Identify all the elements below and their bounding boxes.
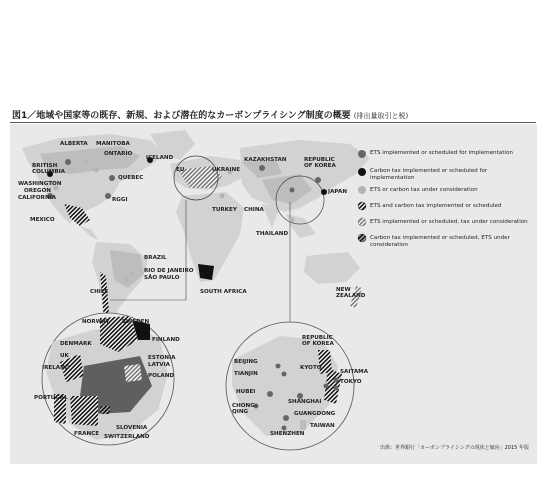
legend-consideration-label: ETS or carbon tax under consideration [370, 187, 478, 193]
label-brazil: BRAZIL [144, 255, 167, 261]
label-kazakhstan: KAZAKHSTAN [244, 157, 287, 163]
label-turkey: TURKEY [212, 207, 237, 213]
figure [0, 104, 546, 479]
legend-ets-tax-dot [358, 202, 366, 210]
title-text: 図1／地域や国家等の既存、新規、および潜在的なカーボンプライシング制度の概要 [12, 111, 351, 121]
legend-ets-taxcons-dot [358, 218, 366, 226]
label-taiwan: TAIWAN [310, 423, 335, 429]
label-japan: JAPAN [328, 189, 348, 195]
label-ireland: IRELAND [42, 365, 70, 371]
taiwan-inset-region [300, 420, 306, 430]
turkey-dot [220, 194, 225, 199]
legend-tax-etscons-dot [358, 234, 366, 242]
australia-landmass [304, 252, 360, 284]
label-tokyo: TOKYO [340, 379, 362, 385]
label-guangdong: GUANGDONG [294, 411, 336, 417]
label-denmark: DENMARK [60, 341, 92, 347]
label-republic-of-korea: REPUBLIC OF KOREA [304, 157, 336, 169]
label-mexico: MEXICO [30, 217, 55, 223]
label-hubei: HUBEI [236, 389, 256, 395]
label-estonia: ESTONIA [148, 355, 176, 361]
legend-ets-taxcons-label: ETS implemented or scheduled, tax under consideration [370, 219, 528, 225]
label-france: FRANCE [74, 431, 100, 437]
hubei-dot [267, 391, 273, 397]
legend-tax-etscons-label: Carbon tax implemented or scheduled, ETS under consideration [370, 235, 510, 248]
label-new-zealand: NEW ZEALAND [336, 287, 366, 299]
tianjin-dot [282, 372, 287, 377]
legend-ets-tax-label: ETS and carbon tax implemented or scheduled [370, 203, 502, 209]
label-rggi: RGGI [112, 197, 128, 203]
poland-region [124, 364, 142, 382]
label-poland: POLAND [148, 373, 175, 379]
label-california: CALIFORNIA [18, 195, 57, 201]
label-sweden: SWEDEN [122, 319, 150, 325]
manitoba-dot [84, 160, 89, 165]
label-finland: FINLAND [152, 337, 180, 343]
legend-tax-label: Carbon tax implemented or scheduled for implementation [370, 168, 488, 181]
label-kyoto: KYOTO [300, 365, 322, 371]
label-ukraine: UKRAINE [212, 167, 241, 173]
france-region [70, 396, 98, 426]
label-chile: CHILE [90, 289, 109, 295]
legend-consideration-dot [358, 186, 366, 194]
guangdong-dot [283, 415, 289, 421]
label-chongqing: CHONG-QING [232, 403, 258, 415]
label-eu: EU [176, 167, 185, 173]
japan-dot [321, 189, 327, 195]
korea-dot [315, 177, 321, 183]
china-dot [290, 188, 295, 193]
label-korea-inset: REPUBLIC OF KOREA [302, 335, 334, 347]
north-america-landmass [22, 134, 165, 224]
label-uk: UK [60, 353, 69, 359]
tokyo-dot [334, 386, 339, 391]
legend-ets-label: ETS implemented or scheduled for implementation [370, 150, 513, 156]
kazakhstan-dot [259, 165, 265, 171]
switzerland-region [100, 406, 110, 414]
south-africa-region [198, 264, 214, 280]
ontario-dot [94, 168, 99, 173]
label-beijing: BEIJING [234, 359, 258, 365]
source-note: 出典：世界銀行「カーボンプライシングの現状と傾向」2015 年版 [380, 445, 529, 451]
label-latvia: LATVIA [148, 362, 171, 368]
label-oregon: OREGON [24, 188, 51, 194]
beijing-dot [276, 364, 281, 369]
label-shenzhen: SHENZHEN [270, 431, 305, 437]
label-thailand: THAILAND [256, 231, 289, 237]
saopaulo-dot [124, 278, 129, 283]
rio-dot [130, 272, 135, 277]
label-rio-de-janeiro: RIO DE JANEIRO [144, 268, 194, 274]
kyoto-dot [324, 384, 329, 389]
label-iceland: ICELAND [146, 155, 174, 161]
legend-ets-dot [358, 150, 366, 158]
label-sao-paulo: SÃO PAULO [144, 275, 180, 281]
rggi-dot [105, 193, 111, 199]
shenzhen-dot [282, 426, 287, 431]
central-america-landmass [80, 226, 98, 240]
label-switzerland: SWITZERLAND [104, 434, 150, 440]
southeast-asia-landmass [286, 214, 316, 238]
quebec-dot [109, 175, 115, 181]
subtitle-text: (排出量取引と税) [353, 112, 409, 120]
alberta-dot [65, 159, 71, 165]
label-ontario: ONTARIO [104, 151, 133, 157]
thailand-dot [290, 218, 295, 223]
label-norway: NORWAY [82, 319, 110, 325]
label-british-columbia: BRITISH COLUMBIA [32, 163, 66, 175]
legend-tax-dot [358, 168, 366, 176]
label-alberta: ALBERTA [60, 141, 88, 147]
label-slovenia: SLOVENIA [116, 425, 148, 431]
label-washington: WASHINGTON [18, 181, 62, 187]
label-portugal: PORTUGAL [34, 395, 68, 401]
saitama-dot [334, 378, 339, 383]
label-shanghai: SHANGHAI [288, 399, 322, 405]
label-saitama: SAITAMA [340, 369, 369, 375]
label-china: CHINA [244, 207, 264, 213]
label-tianjin: TIANJIN [234, 371, 258, 377]
label-quebec: QUEBEC [118, 175, 144, 181]
label-manitoba: MANITOBA [96, 141, 130, 147]
label-south-africa: SOUTH AFRICA [200, 289, 247, 295]
